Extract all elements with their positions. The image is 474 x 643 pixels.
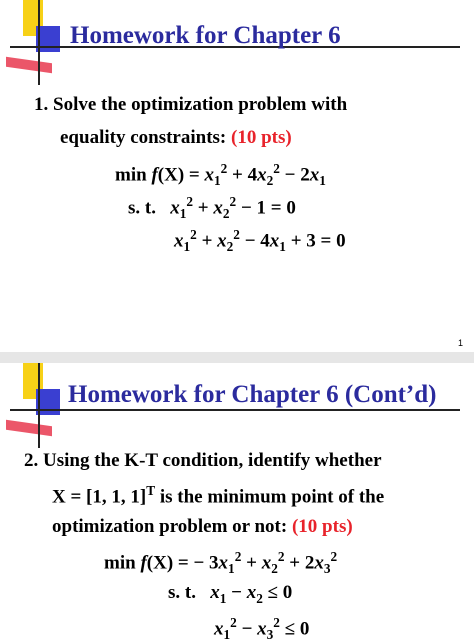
constraint-2-1: s. t. $x_1 - x_2 \le 0$ bbox=[168, 582, 293, 606]
constraint-2: $x_1^2 + x_2^2 - 4x_1 + 3 = 0$ bbox=[174, 227, 346, 255]
st-label: s. t. bbox=[168, 582, 196, 603]
slide-2 bbox=[0, 363, 474, 643]
question-1-points: (10 pts) bbox=[231, 127, 292, 148]
slide-divider bbox=[0, 352, 474, 363]
slide-title: Homework for Chapter 6 (Cont’d) bbox=[68, 381, 437, 408]
min-label: min bbox=[115, 164, 147, 186]
point-vector: X = [1, 1, 1] bbox=[52, 486, 147, 508]
slide-logo bbox=[0, 363, 70, 448]
transpose-mark: T bbox=[146, 483, 156, 498]
logo-red-bar bbox=[6, 57, 52, 73]
question-2-line-3-text: optimization problem or not: bbox=[52, 516, 288, 537]
question-1-intro: 1. Solve the optimization problem with bbox=[34, 94, 348, 115]
question-2-line-2 bbox=[52, 483, 384, 508]
st-label: s. t. bbox=[128, 197, 156, 219]
question-2-intro: 2. Using the K-T condition, identify whether bbox=[24, 450, 382, 471]
objective-function: $\min f(X) = x_1^2 + 4x_2^2 - 2x_1$ bbox=[115, 161, 326, 189]
question-2-points: (10 pts) bbox=[291, 516, 353, 537]
page-number: 1 bbox=[458, 338, 464, 348]
logo-red-bar bbox=[6, 420, 52, 436]
logo-vertical-line bbox=[38, 0, 40, 85]
slide-1 bbox=[0, 0, 474, 316]
constraint-1: s. t. $x_1^2 + x_2^2 - 1 = 0$ bbox=[128, 194, 296, 222]
logo-vertical-line bbox=[38, 363, 40, 448]
slide-title: Homework for Chapter 6 bbox=[70, 22, 341, 49]
question-2-line-3 bbox=[52, 516, 353, 538]
title-rule bbox=[10, 409, 460, 411]
question-1-constraint-text: equality constraints: bbox=[60, 127, 227, 148]
question-1-line-2 bbox=[60, 127, 292, 149]
question-2-line-2-rest: is the minimum point of the bbox=[155, 486, 385, 508]
objective-function-2: min f(X) = − $3x_1^2 + x_2^2 + 2x_3^2$ bbox=[104, 549, 338, 577]
min-label: min bbox=[104, 552, 136, 574]
slide-logo bbox=[0, 0, 70, 85]
constraint-2-2: $x_1^2 - x_3^2 \le 0$ bbox=[214, 615, 310, 643]
